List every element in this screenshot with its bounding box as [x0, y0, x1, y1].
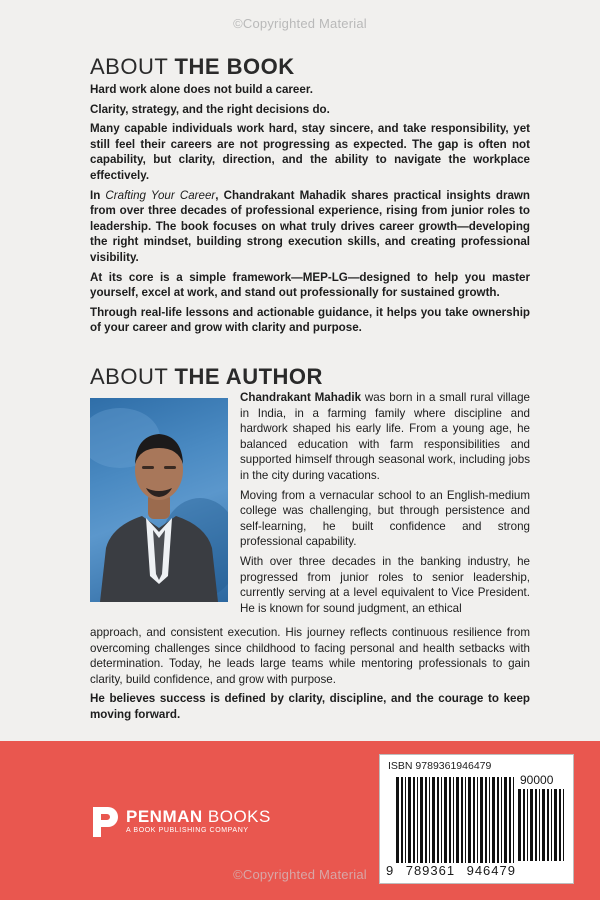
barcode-bar [456, 777, 459, 863]
about-book-heading-light: ABOUT [90, 54, 175, 79]
about-author-heading [90, 364, 323, 390]
book-p4-sep: , [215, 188, 224, 202]
book-paragraph-6: Through real-life lessons and actionable guidance, it helps you take ownership of your career and grow with clarity and purpose. [90, 305, 530, 335]
author-paragraph-1 [240, 390, 530, 484]
barcode-bar [441, 777, 442, 863]
barcode-bar [542, 789, 545, 861]
barcode-bar [429, 777, 430, 863]
barcode-bar [477, 777, 478, 863]
barcode-bar [504, 777, 507, 863]
barcode-bar [465, 777, 466, 863]
barcode-bar [413, 777, 415, 863]
barcode-bar [530, 789, 533, 861]
barcode-bar [425, 777, 427, 863]
book-paragraph-5: At its core is a simple framework—MEP-LG—designed to help you master yourself, excel at work, and stand out professionally for sustained growth. [90, 270, 530, 300]
publisher-logo [90, 805, 271, 839]
publisher-name-bold: PENMAN [126, 807, 203, 826]
book-paragraph-3: Many capable individuals work hard, stay sincere, and take responsibility, yet still feel their careers are not progressing as expected. The gap is often not capability, but clarity, direction, and the ability to navigate the workplace effectively. [90, 122, 530, 182]
barcode-bars [396, 777, 514, 869]
barcode-bar [535, 789, 537, 861]
author-paragraph-3b: approach, and consistent execution. His journey reflects continuous resilience from overcoming challenges since childhood to facing personal and health setbacks with determination. Today, he leads large teams while mentoring professionals to gain clarity, build confidence, and grow with purpose. [90, 626, 530, 686]
barcode-bar [468, 777, 471, 863]
about-author-text-side [240, 390, 530, 620]
publisher-name-light: BOOKS [202, 807, 271, 826]
barcode-bar [539, 789, 540, 861]
barcode-bar [513, 777, 514, 863]
about-author-text-full [90, 625, 530, 727]
about-author-heading-light: ABOUT [90, 364, 175, 389]
barcode-bar [408, 777, 411, 863]
barcode-bar [527, 789, 528, 861]
barcode-bar [449, 777, 451, 863]
about-book-heading-bold: THE BOOK [174, 54, 295, 79]
barcode-bar [417, 777, 418, 863]
about-book-text [90, 82, 530, 340]
barcode-bar [551, 789, 552, 861]
barcode-bar [485, 777, 487, 863]
barcode-bar [432, 777, 435, 863]
book-p4-in: In [90, 188, 106, 202]
about-author-heading-bold: THE AUTHOR [174, 364, 323, 389]
barcode-bar [489, 777, 490, 863]
author-photo [90, 398, 228, 602]
author-name: Chandrakant Mahadik [240, 391, 362, 404]
barcode-bar [437, 777, 439, 863]
author-paragraph-3a: With over three decades in the banking industry, he progressed from junior roles to senior leadership, currently serving at a level equivalent to Vice President. He is known for sound judgment, an ethical [240, 554, 530, 615]
barcode-bar [473, 777, 475, 863]
isbn-barcode [379, 754, 574, 884]
author-paragraph-4: He believes success is defined by clarity, discipline, and the courage to keep moving forward. [90, 692, 530, 721]
author-paragraph-2: Moving from a vernacular school to an English-medium college was challenging, but through persistence and self-learning, he built confidence and strong professional capability. [240, 488, 530, 549]
barcode-bar [523, 789, 525, 861]
barcode-bar [518, 789, 521, 861]
publisher-tagline: A BOOK PUBLISHING COMPANY [126, 827, 249, 834]
isbn-digit-group-2: 946479 [466, 863, 516, 878]
book-paragraph-1: Hard work alone does not build a career. [90, 83, 313, 96]
barcode-bar [501, 777, 502, 863]
book-p4-author: Chandrakant Mahadik [223, 188, 346, 202]
penman-logo-icon [90, 805, 120, 839]
isbn-digit-lead: 9 [386, 863, 395, 878]
barcode-bar [405, 777, 406, 863]
book-paragraph-2: Clarity, strategy, and the right decisions do. [90, 102, 330, 116]
barcode-bar [396, 777, 399, 863]
copyright-watermark-bottom: ©Copyrighted Material [233, 867, 367, 882]
barcode-bar [554, 789, 557, 861]
barcode-bar [563, 789, 564, 861]
addon-barcode-bars [518, 789, 566, 869]
barcode-bar [547, 789, 549, 861]
book-paragraph-4 [90, 188, 530, 266]
barcode-bar [461, 777, 463, 863]
barcode-bar [480, 777, 483, 863]
about-book-heading [90, 54, 295, 80]
barcode-bar [497, 777, 499, 863]
barcode-bar [559, 789, 561, 861]
author-p1-rest: was born in a small rural village in India, in a farming family where discipline and hardwork shaped his early life. From a young age, he balanced education with farm responsibilities and supported himself through seasonal work, including jobs in the city during vacations. [240, 391, 530, 482]
copyright-watermark: ©Copyrighted Material [233, 16, 367, 31]
isbn-digit-group-1: 789361 [405, 863, 456, 878]
isbn-label: ISBN 9789361946479 [388, 760, 492, 772]
price-code: 90000 [520, 773, 554, 787]
book-p4-rest: shares practical insights drawn from over three decades of professional experience, rising from junior roles to leadership. The book focuses on what truly drives career growth—developing the right mindset, building strong execution skills, and creating professional visibility. [90, 188, 531, 264]
barcode-bar [401, 777, 403, 863]
barcode-bar [453, 777, 454, 863]
barcode-bar [420, 777, 423, 863]
barcode-bar [492, 777, 495, 863]
barcode-bar [444, 777, 447, 863]
book-title-italic: Crafting Your Career [105, 188, 216, 202]
barcode-bar [509, 777, 511, 863]
